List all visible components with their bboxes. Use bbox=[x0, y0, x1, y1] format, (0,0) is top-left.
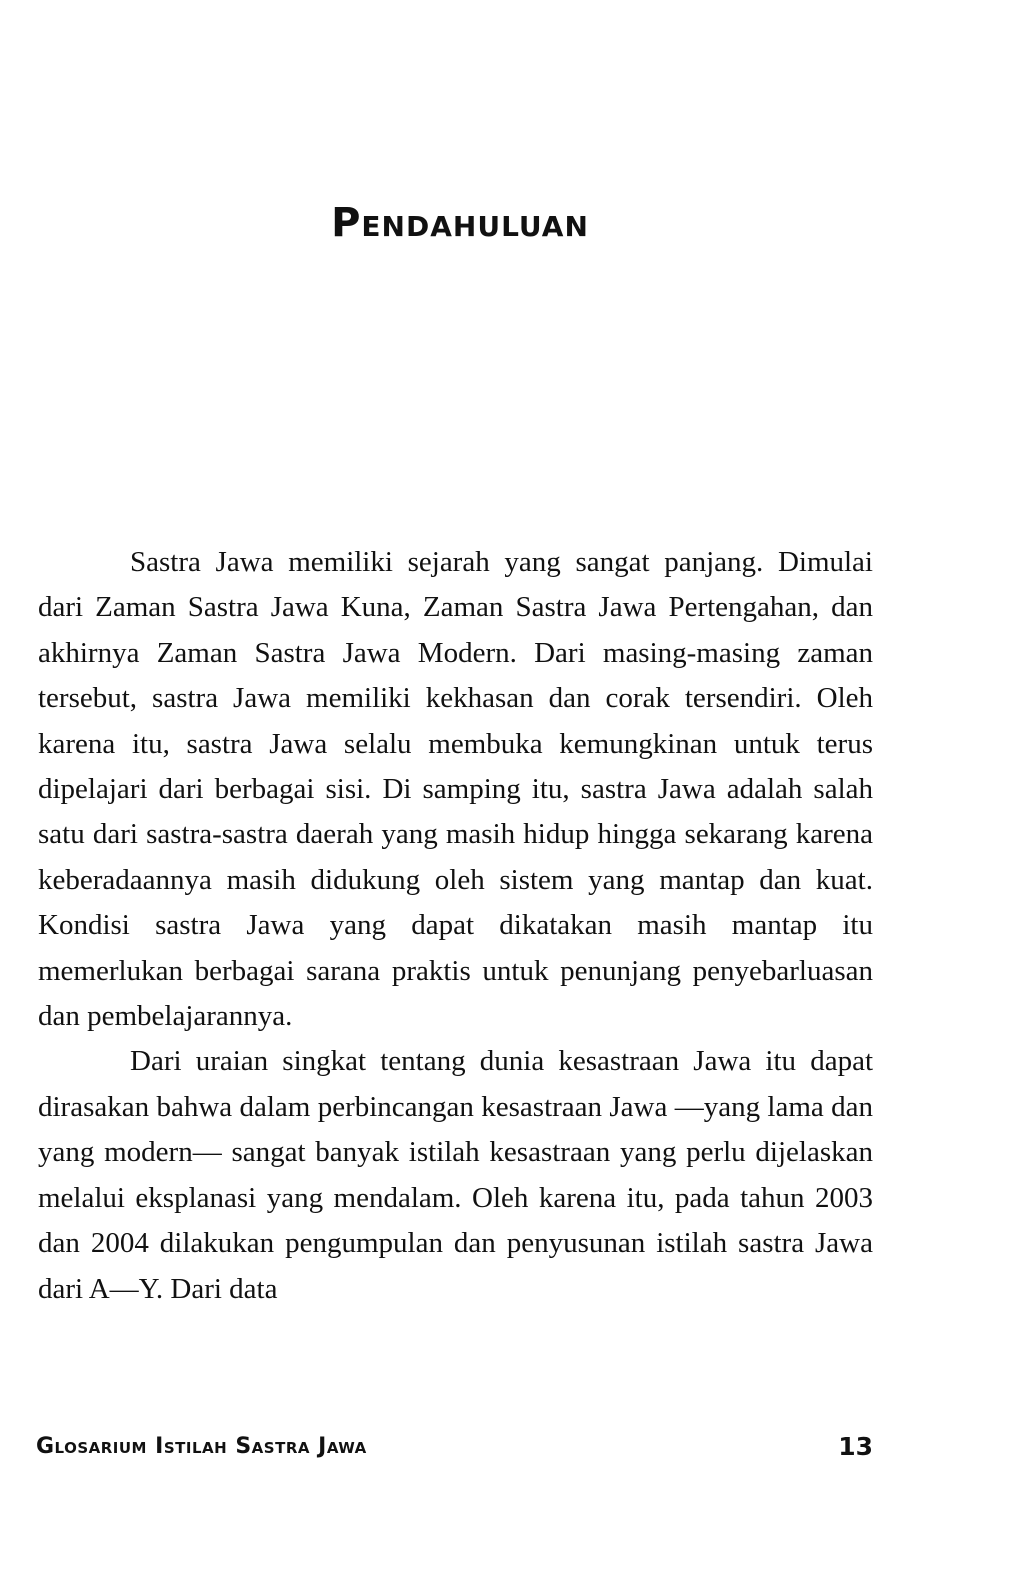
chapter-title: Pendahuluan bbox=[331, 200, 589, 246]
running-footer-title: Glosarium Istilah Sastra Jawa bbox=[36, 1434, 367, 1459]
paragraph-1: Sastra Jawa memiliki sejarah yang sangat panjang. Dimulai dari Zaman Sastra Jawa Kuna, Zaman Sastra Jawa Pertengahan, dan akhirnya Zaman Sastra Jawa Modern. Dari masing-masing zaman tersebut, sastra Jawa memiliki kekhasan dan corak tersendiri. Oleh karena itu, sastra Jawa selalu membuka kemungkinan untuk terus dipelajari dari berbagai sisi. Di samping itu, sastra Jawa adalah salah satu dari sastra-sastra daerah yang masih hidup hingga sekarang karena keberadaannya masih didukung oleh sistem yang mantap dan kuat. Kondisi sastra Jawa yang dapat dikatakan masih mantap itu memerlukan berbagai sarana praktis untuk penunjang penyebarluasan dan pembelajarannya. bbox=[38, 546, 873, 1033]
body-text bbox=[38, 540, 873, 1312]
paragraph-2: Dari uraian singkat tentang dunia kesastraan Jawa itu dapat dirasakan bahwa dalam perbincangan kesastraan Jawa —yang lama dan yang modern— sangat banyak istilah kesastraan yang perlu dijelaskan melalui eksplanasi yang mendalam. Oleh karena itu, pada tahun 2003 dan 2004 dilakukan pengumpulan dan penyusunan istilah sastra Jawa dari A—Y. Dari data bbox=[38, 1045, 873, 1305]
page-number: 13 bbox=[838, 1432, 873, 1461]
